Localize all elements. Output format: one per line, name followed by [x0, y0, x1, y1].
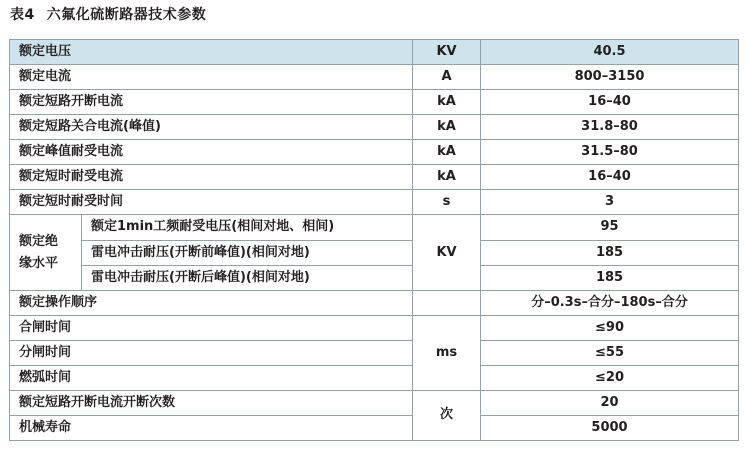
value-cell: 40.5 [481, 40, 739, 65]
table-row [10, 365, 739, 390]
param-cell: 额定短时耐受电流 [10, 165, 413, 190]
param-cell: 额定峰值耐受电流 [10, 140, 413, 165]
insulation-group-label: 额定绝缘水平 [10, 215, 82, 290]
unit-cell: kA [413, 165, 481, 190]
param-cell: 额定短时耐受时间 [10, 190, 413, 215]
param-cell: 雷电冲击耐压(开断后峰值)(相间对地) [82, 265, 413, 290]
value-cell: 31.5–80 [481, 140, 739, 165]
value-cell: 分–0.3s–合分–180s–合分 [481, 290, 739, 315]
table-caption [10, 4, 206, 26]
value-cell: ≤90 [481, 315, 739, 340]
value-cell: 20 [481, 390, 739, 415]
value-cell: 185 [481, 240, 739, 265]
param-cell: 分闸时间 [10, 340, 413, 365]
table-row [10, 265, 739, 290]
param-cell: 额定短路关合电流(峰值) [10, 115, 413, 140]
unit-cell: s [413, 190, 481, 215]
table-row [10, 165, 739, 190]
param-cell: 燃弧时间 [10, 365, 413, 390]
table-row [10, 65, 739, 90]
param-cell: 额定操作顺序 [10, 290, 413, 315]
table-row [10, 115, 739, 140]
unit-cell: kA [413, 90, 481, 115]
param-cell: 合闸时间 [10, 315, 413, 340]
unit-cell: kA [413, 115, 481, 140]
value-cell: 185 [481, 265, 739, 290]
table-row [10, 290, 739, 315]
value-cell: ≤20 [481, 365, 739, 390]
table-row [10, 140, 739, 165]
value-cell: 95 [481, 215, 739, 240]
table-row [10, 340, 739, 365]
param-cell: 雷电冲击耐压(开断前峰值)(相间对地) [82, 240, 413, 265]
param-cell: 额定1min工频耐受电压(相间对地、相间) [82, 215, 413, 240]
unit-cell: ms [413, 315, 481, 390]
table-row [10, 190, 739, 215]
param-cell: 额定短路开断电流开断次数 [10, 390, 413, 415]
table-number: 表4 [10, 7, 35, 23]
value-cell: 16–40 [481, 165, 739, 190]
param-cell: 额定短路开断电流 [10, 90, 413, 115]
param-cell: 机械寿命 [10, 415, 413, 440]
unit-cell: A [413, 65, 481, 90]
table-row [10, 40, 739, 65]
table-row [10, 90, 739, 115]
unit-cell: KV [413, 40, 481, 65]
unit-cell: KV [413, 215, 481, 290]
value-cell: 5000 [481, 415, 739, 440]
unit-cell: 次 [413, 390, 481, 440]
value-cell: 800–3150 [481, 65, 739, 90]
spec-table [9, 39, 739, 441]
param-cell: 额定电压 [10, 40, 413, 65]
value-cell: 3 [481, 190, 739, 215]
table-row [10, 415, 739, 440]
table-row [10, 215, 739, 240]
table-row [10, 390, 739, 415]
unit-cell [413, 290, 481, 315]
table-title: 六氟化硫断路器技术参数 [46, 7, 207, 23]
table-row [10, 315, 739, 340]
unit-cell: kA [413, 140, 481, 165]
param-cell: 额定电流 [10, 65, 413, 90]
value-cell: 16–40 [481, 90, 739, 115]
table-row [10, 240, 739, 265]
value-cell: ≤55 [481, 340, 739, 365]
value-cell: 31.8–80 [481, 115, 739, 140]
